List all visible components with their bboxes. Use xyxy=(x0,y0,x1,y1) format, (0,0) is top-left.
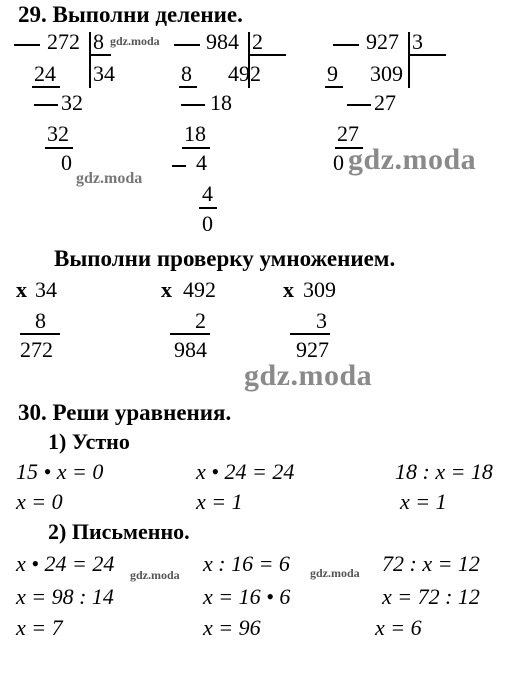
check-title: Выполни проверку умножением. xyxy=(54,246,396,271)
result: 0 xyxy=(333,150,344,175)
written-answer-1: x = 7 xyxy=(16,615,63,640)
result: 0 xyxy=(61,150,72,175)
minus-sign xyxy=(14,44,40,46)
written-step-3: x = 72 : 12 xyxy=(382,584,480,609)
minus-sign xyxy=(333,44,359,46)
product: 927 xyxy=(296,337,329,362)
oral-answer-3: x = 1 xyxy=(400,489,447,514)
divisor: 8 xyxy=(93,29,104,54)
oral-title: 1) Устно xyxy=(48,429,130,454)
quotient: 309 xyxy=(370,61,403,86)
underline-1 xyxy=(179,86,197,88)
underline-2 xyxy=(182,147,210,149)
factor-a: 492 xyxy=(183,277,216,302)
underline xyxy=(20,333,60,335)
factor-a: 309 xyxy=(303,277,336,302)
oral-equation-3: 18 : x = 18 xyxy=(395,459,493,484)
minus-sign xyxy=(181,104,205,106)
remainder-1: 27 xyxy=(374,90,396,115)
subtrahend-3: 4 xyxy=(202,181,213,206)
underline xyxy=(290,333,330,335)
dividend: 984 xyxy=(206,29,239,54)
factor-b: 2 xyxy=(195,308,206,333)
minus-sign xyxy=(347,104,371,106)
quotient: 34 xyxy=(93,61,115,86)
minus-sign xyxy=(34,104,58,106)
remainder-2: 4 xyxy=(196,150,207,175)
factor-b: 3 xyxy=(316,308,327,333)
division-bar xyxy=(408,32,410,88)
written-equation-2: x : 16 = 6 xyxy=(203,551,290,576)
factor-a: 34 xyxy=(35,277,57,302)
underline-1 xyxy=(32,86,60,88)
minus-sign xyxy=(174,44,200,46)
remainder-1: 32 xyxy=(61,90,83,115)
divisor-underline xyxy=(89,54,111,56)
subtrahend-2: 27 xyxy=(337,121,359,146)
watermark: gdz.moda xyxy=(244,359,373,392)
written-step-1: x = 98 : 14 xyxy=(16,584,114,609)
oral-answer-1: x = 0 xyxy=(16,489,63,514)
multiply-sign: x xyxy=(283,277,294,302)
dividend: 272 xyxy=(47,29,80,54)
factor-b: 8 xyxy=(35,308,46,333)
divisor: 2 xyxy=(252,29,263,54)
dividend: 927 xyxy=(366,29,399,54)
remainder-1: 18 xyxy=(210,90,232,115)
oral-answer-2: x = 1 xyxy=(196,489,243,514)
underline xyxy=(170,333,210,335)
subtrahend-1: 8 xyxy=(181,61,192,86)
watermark: gdz.moda xyxy=(110,34,160,48)
written-equation-3: 72 : x = 12 xyxy=(382,551,480,576)
written-step-2: x = 16 • 6 xyxy=(203,584,291,609)
written-answer-3: x = 6 xyxy=(375,615,422,640)
written-answer-2: x = 96 xyxy=(203,615,261,640)
subtrahend-2: 18 xyxy=(184,121,206,146)
oral-equation-2: x • 24 = 24 xyxy=(196,459,295,484)
result: 0 xyxy=(202,211,213,236)
written-title: 2) Письменно. xyxy=(48,519,190,544)
multiply-sign: x xyxy=(161,277,172,302)
subtrahend-2: 32 xyxy=(47,121,69,146)
watermark: gdz.moda xyxy=(348,143,477,176)
divisor-underline xyxy=(408,54,446,56)
quotient: 492 xyxy=(228,61,261,86)
subtrahend-1: 24 xyxy=(34,61,56,86)
oral-equation-1: 15 • x = 0 xyxy=(16,459,104,484)
divisor-underline xyxy=(248,54,286,56)
minus-sign xyxy=(172,165,186,167)
watermark: gdz.moda xyxy=(130,568,180,582)
underline-2 xyxy=(45,147,73,149)
product: 272 xyxy=(20,337,53,362)
multiply-sign: x xyxy=(16,277,27,302)
product: 984 xyxy=(174,337,207,362)
watermark: gdz.moda xyxy=(310,566,360,580)
division-bar xyxy=(89,32,91,88)
task-30-title: 30. Реши уравнения. xyxy=(18,400,232,425)
subtrahend-1: 9 xyxy=(327,61,338,86)
watermark: gdz.moda xyxy=(76,170,143,187)
written-equation-1: x • 24 = 24 xyxy=(16,551,115,576)
divisor: 3 xyxy=(412,29,423,54)
task-29-title: 29. Выполни деление. xyxy=(18,2,243,27)
underline-3 xyxy=(199,207,217,209)
underline-1 xyxy=(325,86,343,88)
